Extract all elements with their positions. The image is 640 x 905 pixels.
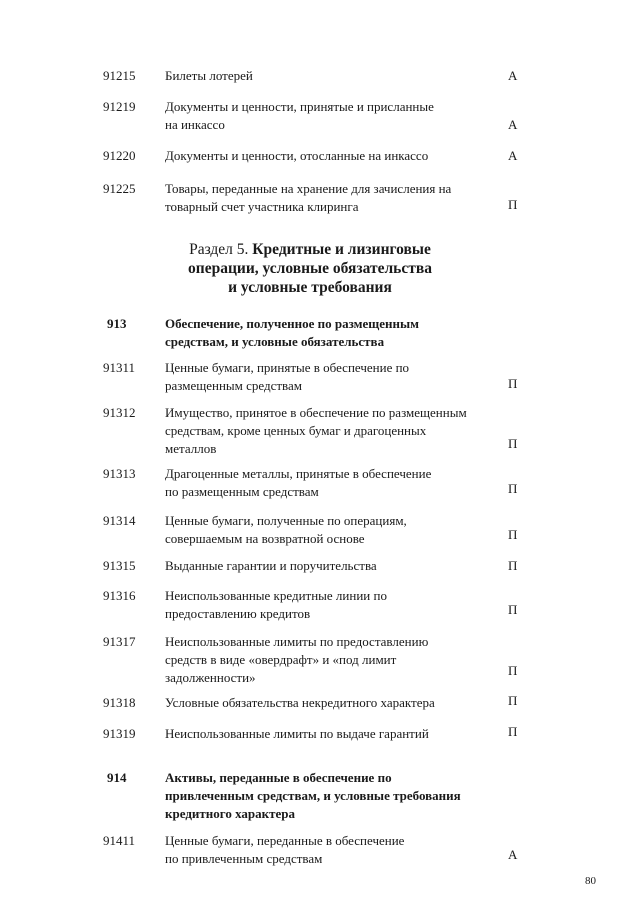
account-type: П [508, 376, 518, 391]
section-heading [150, 240, 470, 297]
account-code: 91411 [103, 833, 136, 848]
account-code: 91313 [103, 466, 136, 481]
account-name-line: Товары, переданные на хранение для зачисления на [165, 181, 452, 196]
account-name-line: Ценные бумаги, принятые в обеспечение по [165, 360, 410, 375]
account-name-line: средствам, кроме ценных бумаг и драгоценных [165, 423, 427, 438]
account-name [165, 180, 485, 216]
account-name-line: Имущество, принятое в обеспечение по размещенным [165, 405, 467, 420]
account-code: 91225 [103, 181, 136, 196]
section-heading-line-1 [150, 240, 470, 259]
account-name [165, 67, 485, 85]
account-code: 91314 [103, 513, 136, 528]
account-type: А [508, 847, 518, 862]
account-type: П [508, 693, 518, 708]
group-name-line: Обеспечение, полученное по размещенным [165, 316, 420, 331]
account-type: П [508, 481, 518, 496]
group-name-line: кредитного характера [165, 806, 296, 821]
account-name-line: по размещенным средствам [165, 484, 319, 499]
account-name [165, 359, 485, 395]
section-title-part-3: и условные требования [228, 279, 392, 296]
account-name-line: Документы и ценности, отосланные на инкассо [165, 148, 429, 163]
account-code: 91318 [103, 695, 136, 710]
account-code: 91317 [103, 634, 136, 649]
account-name-line: Условные обязательства некредитного характера [165, 695, 435, 710]
section-title-part-1: Кредитные и лизинговые [252, 241, 431, 258]
account-type: П [508, 527, 518, 542]
account-name-line: на инкассо [165, 117, 225, 132]
account-code: 91220 [103, 148, 136, 163]
group-name-line: привлеченным средствам, и условные требования [165, 788, 461, 803]
account-name [165, 404, 485, 458]
account-name-line: по привлеченным средствам [165, 851, 323, 866]
group-name-line: средствам, и условные обязательства [165, 334, 385, 349]
account-name [165, 633, 485, 687]
account-name [165, 557, 485, 575]
account-name-line: Документы и ценности, принятые и присланные [165, 99, 434, 114]
section-title-part-2: операции, условные обязательства [188, 260, 432, 277]
account-name-line: Билеты лотерей [165, 68, 253, 83]
account-name [165, 147, 485, 165]
account-code: 91315 [103, 558, 136, 573]
account-name [165, 512, 485, 548]
account-code: 91319 [103, 726, 136, 741]
account-name-line: Драгоценные металлы, принятые в обеспечение [165, 466, 432, 481]
account-name-line: Ценные бумаги, полученные по операциям, [165, 513, 407, 528]
section-prefix: Раздел 5. [189, 241, 249, 258]
account-name [165, 725, 485, 743]
account-type: П [508, 197, 518, 212]
account-name-line: Неиспользованные лимиты по предоставлению [165, 634, 429, 649]
account-type: П [508, 602, 518, 617]
account-name-line: средств в виде «овердрафт» и «под лимит [165, 652, 397, 667]
page-number: 80 [585, 875, 596, 887]
account-name-line: Ценные бумаги, переданные в обеспечение [165, 833, 405, 848]
account-type: П [508, 724, 518, 739]
account-name [165, 694, 485, 712]
account-code: 91311 [103, 360, 136, 375]
account-name-line: Неиспользованные лимиты по выдаче гарантий [165, 726, 429, 741]
account-type: А [508, 68, 518, 83]
account-code: 91219 [103, 99, 136, 114]
account-name-line: металлов [165, 441, 217, 456]
account-name-line: размещенным средствам [165, 378, 303, 393]
account-name-line: Неиспользованные кредитные линии по [165, 588, 387, 603]
group-code: 914 [107, 770, 127, 785]
account-name [165, 587, 485, 623]
account-code: 91215 [103, 68, 136, 83]
account-name [165, 832, 485, 868]
account-name-line: задолженности» [165, 670, 256, 685]
account-name-line: предоставлению кредитов [165, 606, 311, 621]
account-name-line: совершаемым на возвратной основе [165, 531, 365, 546]
account-type: П [508, 558, 518, 573]
group-code: 913 [107, 316, 127, 331]
group-name [165, 769, 485, 823]
account-code: 91316 [103, 588, 136, 603]
account-code: 91312 [103, 405, 136, 420]
group-name-line: Активы, переданные в обеспечение по [165, 770, 392, 785]
account-type: А [508, 148, 518, 163]
account-type: П [508, 436, 518, 451]
account-name-line: Выданные гарантии и поручительства [165, 558, 377, 573]
group-name [165, 315, 485, 351]
account-name-line: товарный счет участника клиринга [165, 199, 359, 214]
account-name [165, 465, 485, 501]
account-name [165, 98, 485, 134]
account-type: П [508, 663, 518, 678]
account-type: А [508, 117, 518, 132]
